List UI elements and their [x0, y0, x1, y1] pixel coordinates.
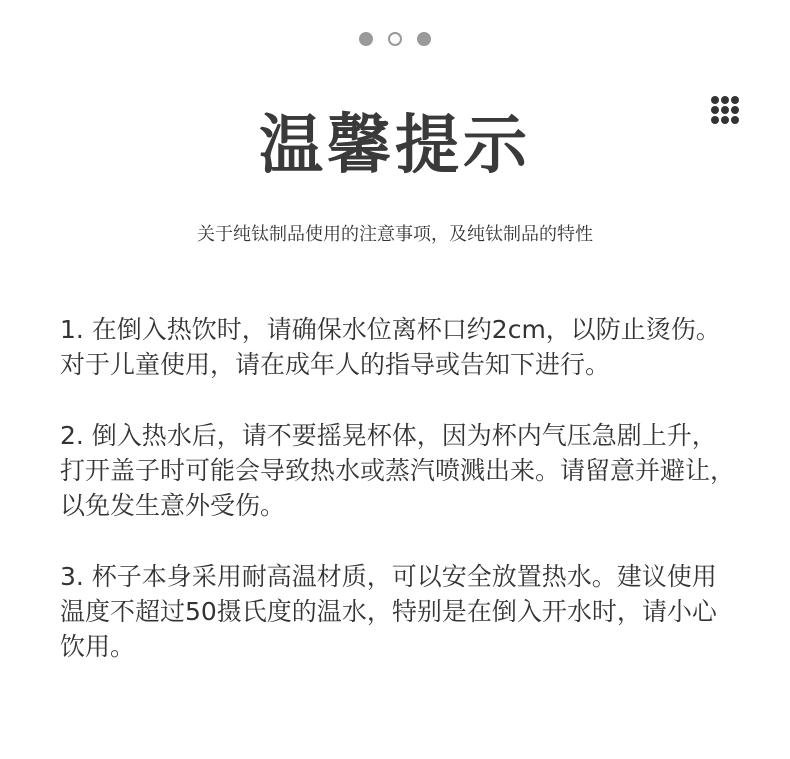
pagination-dot-2[interactable]	[388, 32, 402, 46]
tip-item-1: 1. 在倒入热饮时，请确保水位离杯口约2cm，以防止烫伤。对于儿童使用，请在成年人的指导或告知下进行。	[60, 315, 721, 379]
pagination-dot-1[interactable]	[359, 32, 373, 46]
tip-item-2: 2. 倒入热水后，请不要摇晃杯体，因为杯内气压急剧上升，打开盖子时可能会导致热水或蒸汽喷溅出来。请留意并避让，以免发生意外受伤。	[60, 421, 736, 520]
tips-list	[60, 312, 740, 700]
tip-item-3: 3. 杯子本身采用耐高温材质，可以安全放置热水。建议使用温度不超过50摄氏度的温水，特别是在倒入开水时，请小心饮用。	[60, 562, 717, 661]
page-title: 温馨提示	[259, 109, 531, 183]
pagination-dots	[0, 32, 790, 46]
page-subtitle: 关于纯钛制品使用的注意事项，及纯钛制品的特性	[197, 224, 593, 245]
pagination-dot-3[interactable]	[417, 32, 431, 46]
